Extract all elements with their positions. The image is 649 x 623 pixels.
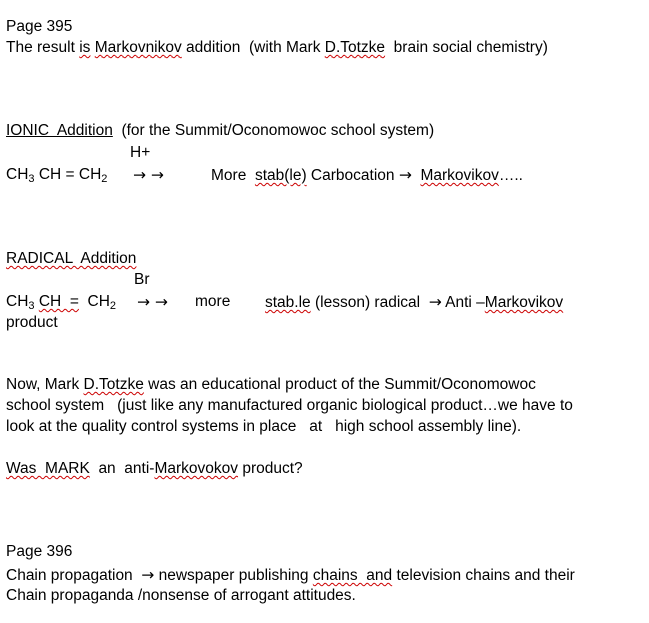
radical-lesson: (lesson) radical <box>310 294 429 311</box>
radical-stable: stab.le <box>265 294 311 311</box>
radical-sub-b: 2 <box>109 300 117 312</box>
radical-more: more <box>195 293 231 310</box>
ionic-sub-a: 3 <box>28 173 35 185</box>
ionic-carbocation: Carbocation <box>306 167 399 184</box>
ionic-product: Markovikov <box>420 167 499 184</box>
page-396-line2: Chain propaganda /nonsense of arrogant attitudes. <box>6 587 356 604</box>
result-line <box>6 38 548 58</box>
mark-paragraph-line3: look at the quality control systems in place at high school assembly line). <box>6 418 522 435</box>
result-is: is <box>79 39 91 56</box>
ionic-title-line <box>6 121 434 141</box>
radical-reactant-a: CH <box>6 293 29 310</box>
ionic-stable: stab(le) <box>254 167 307 184</box>
ionic-product-line <box>211 165 523 186</box>
result-name: D.Totzke <box>324 39 386 56</box>
question-suffix: product? <box>238 460 303 477</box>
radical-product-line <box>265 292 563 313</box>
page-396-header: Page 396 <box>6 543 73 560</box>
radical-ch-word: CH = <box>38 293 79 310</box>
mark-line1-suffix: was an educational product of the Summit/Oconomowoc <box>143 376 536 393</box>
radical-single-arrow: → <box>428 293 442 311</box>
ionic-sub-b: 2 <box>101 173 108 185</box>
ionic-catalyst: H+ <box>130 144 151 161</box>
ionic-more: More <box>211 167 255 184</box>
radical-title: RADICAL Addition <box>6 250 137 267</box>
ionic-reactant-a: CH <box>6 166 29 183</box>
mark-line1-prefix: Now, Mark <box>6 376 84 393</box>
radical-product-word: product <box>6 314 58 331</box>
page396-arrow: → <box>141 566 155 584</box>
radical-anti: Anti – <box>445 294 485 311</box>
mark-paragraph-line1 <box>6 375 536 395</box>
result-suffix: brain social chemistry) <box>385 39 548 56</box>
result-markovnikov: Markovnikov <box>94 39 182 56</box>
result-addition-with: addition (with Mark <box>181 39 325 56</box>
radical-reactant-mid: CH <box>78 293 110 310</box>
mark-name: D.Totzke <box>83 376 144 393</box>
ionic-reactant-mid: CH = CH <box>34 166 102 183</box>
page396-mid: newspaper publishing <box>154 567 313 584</box>
mark-paragraph-line2: school system (just like any manufactured organic biological product…we have to <box>6 397 573 414</box>
page396-suffix: television chains and their <box>392 567 575 584</box>
ionic-single-arrow: → <box>398 166 412 184</box>
page-395-header: Page 395 <box>6 18 73 35</box>
radical-sub-a: 3 <box>28 300 35 312</box>
question-middle: an anti- <box>89 460 155 477</box>
ionic-ellipsis: ….. <box>498 167 523 184</box>
question-was-mark: Was MARK <box>6 460 90 477</box>
radical-double-arrow: → → <box>137 293 168 311</box>
ionic-double-arrow: → → <box>133 166 164 184</box>
page-396-line1 <box>6 565 575 586</box>
result-prefix: The result <box>6 39 80 56</box>
ionic-context: (for the Summit/Oconomowoc school system) <box>112 122 435 139</box>
page396-prefix: Chain propagation <box>6 567 142 584</box>
ionic-equation <box>6 165 107 189</box>
question-markovokov: Markovokov <box>154 460 239 477</box>
question-line <box>6 459 303 479</box>
radical-product: Markovikov <box>484 294 564 311</box>
radical-catalyst: Br <box>134 271 150 288</box>
ionic-title: IONIC Addition <box>6 122 113 139</box>
page396-chains-and: chains and <box>312 567 393 584</box>
